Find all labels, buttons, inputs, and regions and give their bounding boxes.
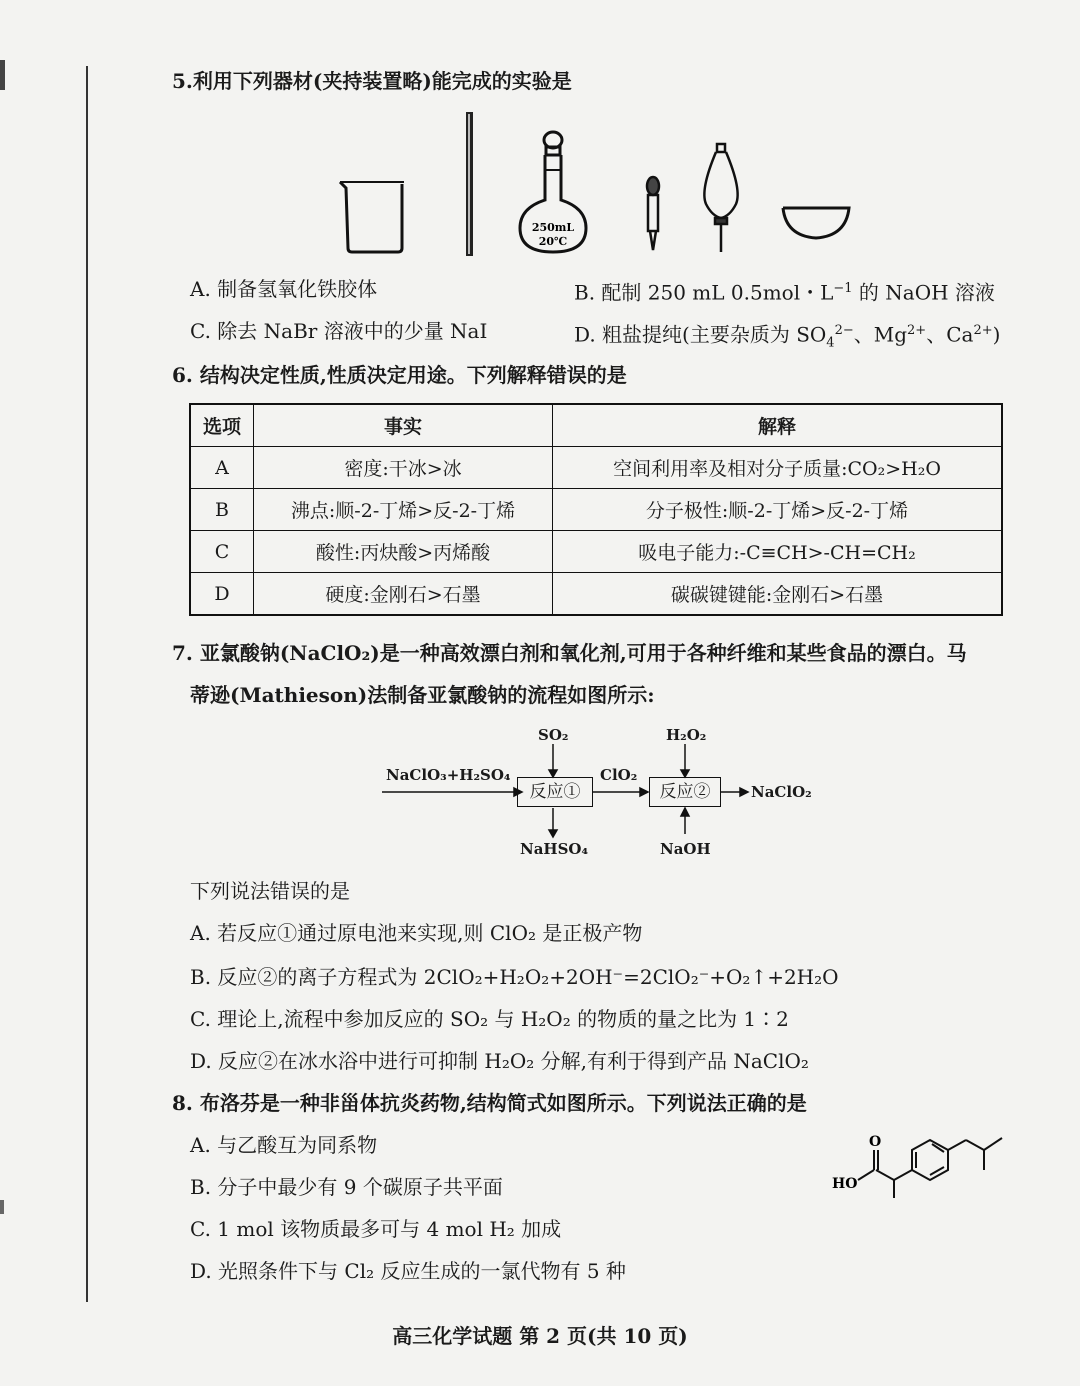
q8-option-d: D. 光照条件下与 Cl₂ 反应生成的一氯代物有 5 种 [190, 1259, 626, 1283]
cell-fact: 沸点:顺-2-丁烯>反-2-丁烯 [254, 489, 553, 531]
q5-option-d-pre: D. 粗盐提纯(主要杂质为 SO [574, 322, 827, 347]
cell-option: C [190, 531, 254, 573]
flow-naoh-label: NaOH [660, 840, 711, 858]
q5-option-d-sup3: 2+ [973, 323, 993, 338]
q5-option-d-sup2: 2+ [907, 323, 927, 338]
flow-so2-label: SO₂ [538, 726, 569, 744]
table-row [190, 447, 1002, 489]
page-footer: 高三化学试题 第 2 页(共 10 页) [392, 1324, 688, 1348]
q5-option-d-post: ) [992, 322, 1001, 347]
q7-stem-line2: 蒂逊(Mathieson)法制备亚氯酸钠的流程如图所示: [190, 683, 655, 707]
cell-explain: 吸电子能力:-C≡CH>-CH=CH₂ [553, 531, 1003, 573]
q5-option-d-sup: 2− [834, 323, 854, 338]
flask-label-volume: 250mL [531, 221, 575, 234]
cell-explain: 分子极性:顺-2-丁烯>反-2-丁烯 [553, 489, 1003, 531]
q5-option-a: A. 制备氢氧化铁胶体 [190, 277, 378, 301]
q6-table [189, 403, 1003, 616]
q5-option-d-sub: 4 [826, 335, 835, 351]
cell-explain: 碳碳键键能:金刚石>石墨 [553, 573, 1003, 616]
q7-option-b: B. 反应②的离子方程式为 2ClO₂+H₂O₂+2OH⁻=2ClO₂⁻+O₂↑+2H₂O [190, 965, 839, 989]
structure-o-label: O [869, 1134, 882, 1150]
q7-flowchart [380, 722, 840, 862]
q5-option-b [574, 276, 995, 306]
beaker-icon [340, 182, 404, 252]
table-header-row [190, 404, 1002, 447]
header-option: 选项 [190, 404, 254, 447]
glass-rod-icon [466, 112, 473, 256]
q7-stem-line1: 7. 亚氯酸钠(NaClO₂)是一种高效漂白剂和氧化剂,可用于各种纤维和某些食品的漂白。马 [172, 641, 967, 665]
dropper-icon [647, 177, 659, 250]
q5-option-c: C. 除去 NaBr 溶液中的少量 NaI [190, 319, 488, 343]
ibuprofen-structure [826, 1128, 1016, 1208]
separatory-funnel-icon [704, 144, 737, 252]
flow-box-reaction2: 反应② [649, 777, 721, 807]
flow-nahso4-label: NaHSO₄ [520, 840, 589, 858]
q8-option-a: A. 与乙酸互为同系物 [190, 1133, 378, 1157]
volumetric-flask-icon [520, 132, 586, 252]
cell-fact: 酸性:丙炔酸>丙烯酸 [254, 531, 553, 573]
header-explain: 解释 [553, 404, 1003, 447]
flow-box-reaction1: 反应① [517, 777, 593, 807]
q5-apparatus [320, 100, 880, 270]
scan-edge-mark [0, 1200, 4, 1214]
q8-option-b: B. 分子中最少有 9 个碳原子共平面 [190, 1175, 503, 1199]
q5-option-b-pre: B. 配制 250 mL 0.5mol・L [574, 280, 834, 305]
table-row [190, 531, 1002, 573]
cell-option: D [190, 573, 254, 616]
left-margin-rule [86, 66, 88, 1302]
flask-label-temp: 20℃ [538, 235, 568, 248]
q5-option-b-post: 的 NaOH 溶液 [852, 280, 995, 305]
q5-option-d-mid: 、Mg [853, 322, 908, 347]
cell-option: B [190, 489, 254, 531]
cell-option: A [190, 447, 254, 489]
header-fact: 事实 [254, 404, 553, 447]
q6-stem: 6. 结构决定性质,性质决定用途。下列解释错误的是 [172, 363, 627, 387]
q5-option-b-sup: −1 [833, 281, 853, 296]
q5-option-d-mid2: 、Ca [926, 322, 974, 347]
table-row [190, 489, 1002, 531]
scan-edge-mark [0, 60, 5, 90]
evaporating-dish-icon [783, 208, 849, 238]
flow-clo2-label: ClO₂ [600, 766, 638, 784]
q7-option-a: A. 若反应①通过原电池来实现,则 ClO₂ 是正极产物 [190, 921, 643, 945]
q5-option-d [574, 318, 1000, 357]
cell-fact: 密度:干冰>冰 [254, 447, 553, 489]
q8-option-c: C. 1 mol 该物质最多可与 4 mol H₂ 加成 [190, 1217, 562, 1241]
structure-ho-label: HO [832, 1176, 858, 1192]
flow-input-label: NaClO₃+H₂SO₄ [386, 766, 511, 784]
q8-stem: 8. 布洛芬是一种非甾体抗炎药物,结构简式如图所示。下列说法正确的是 [172, 1091, 807, 1115]
q7-option-c: C. 理论上,流程中参加反应的 SO₂ 与 H₂O₂ 的物质的量之比为 1∶2 [190, 1007, 789, 1031]
q7-option-d: D. 反应②在冰水浴中进行可抑制 H₂O₂ 分解,有利于得到产品 NaClO₂ [190, 1049, 809, 1073]
q5-stem: 5.利用下列器材(夹持装置略)能完成的实验是 [172, 69, 572, 93]
cell-fact: 硬度:金刚石>石墨 [254, 573, 553, 616]
table-row [190, 573, 1002, 616]
cell-explain: 空间利用率及相对分子质量:CO₂>H₂O [553, 447, 1003, 489]
flow-product-label: NaClO₂ [751, 783, 812, 801]
flow-h2o2-label: H₂O₂ [666, 726, 707, 744]
q7-sub-stem: 下列说法错误的是 [190, 879, 350, 903]
